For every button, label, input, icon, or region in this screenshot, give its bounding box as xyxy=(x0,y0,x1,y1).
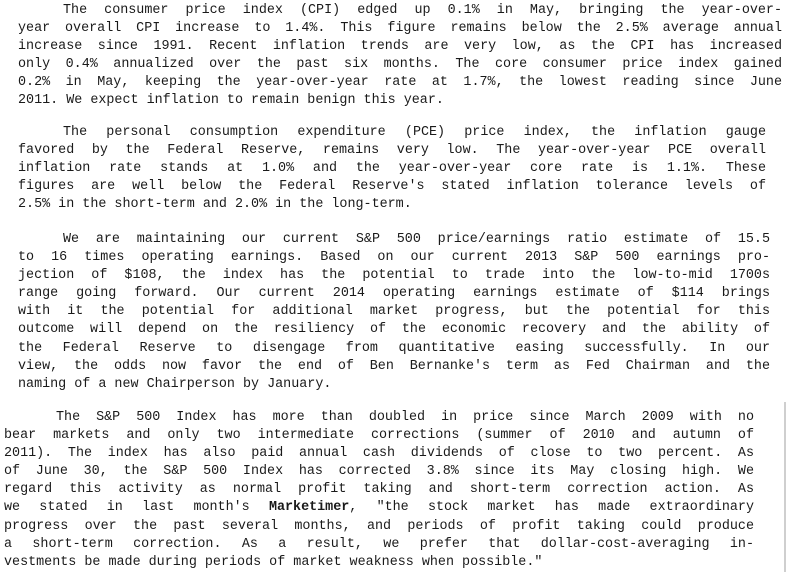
text-line: bear markets and only two intermediate corrections (summer of 2010 and autumn of xyxy=(4,428,754,444)
paragraph-pce xyxy=(18,124,766,214)
text-line: We are maintaining our current S&P 500 price/earnings ratio estimate of 15.5 xyxy=(63,232,770,247)
text-line: a short-term correction. As a result, we prefer that dollar-cost-averaging in- xyxy=(4,536,754,552)
text-line: progress over the past several months, and periods of profit taking could produce xyxy=(4,518,754,534)
text-line: only 0.4% annualized over the past six months. The core consumer price index gained xyxy=(18,57,782,73)
text-line: favored by the Federal Reserve, remains very low. The year-over-year PCE overall xyxy=(18,143,766,159)
text-line: vestments be made during periods of market weakness when possible." xyxy=(4,554,543,570)
text-line: The S&P 500 Index has more than doubled in price since March 2009 with no xyxy=(56,410,754,425)
text-line: the Federal Reserve to disengage from quantitative easing successfully. In our xyxy=(18,340,770,356)
text-line: inflation rate stands at 1.0% and the year-over-year core rate is 1.1%. These xyxy=(18,161,766,177)
text-segment: , "the stock market has made extraordinary xyxy=(349,500,754,516)
text-line: 2.5% in the short-term and 2.0% in the long-term. xyxy=(18,197,412,213)
text-line: outcome will depend on the resiliency of the economic recovery and the ability of xyxy=(18,322,770,338)
text-line: The personal consumption expenditure (PCE) price index, the inflation gauge xyxy=(63,125,766,140)
paragraph-sp500-index xyxy=(4,409,754,572)
text-line: view, the odds now favor the end of Ben Bernanke's term as Fed Chairman and the xyxy=(18,358,770,374)
text-line: 0.2% in May, keeping the year-over-year rate at 1.7%, the lowest reading since June xyxy=(18,75,782,91)
text-line: The consumer price index (CPI) edged up 0.1% in May, bringing the year-over- xyxy=(63,3,782,18)
text-line: regard this activity as normal profit taking and short-term correction action. As xyxy=(4,482,754,498)
paragraph-cpi xyxy=(18,2,782,111)
paragraph-sp500-estimate xyxy=(18,231,770,394)
text-line: figures are well below the Federal Reserve's stated inflation tolerance levels of xyxy=(18,179,766,195)
text-line: increase since 1991. Recent inflation trends are very low, as the CPI has increased xyxy=(18,39,782,55)
text-line: year overall CPI increase to 1.4%. This figure remains below the 2.5% average annual xyxy=(18,21,782,37)
publication-name: Marketimer xyxy=(268,500,350,516)
text-line: range going forward. Our current 2014 operating earnings estimate of $114 brings xyxy=(18,286,770,302)
text-line: 2011. We expect inflation to remain benign this year. xyxy=(18,93,444,109)
text-line: to 16 times operating earnings. Based on our current 2013 S&P 500 earnings pro- xyxy=(18,250,770,266)
text-segment: we stated in last month's xyxy=(4,500,269,516)
text-line-with-publication xyxy=(4,499,754,517)
text-line: jection of $108, the index has the potential to trade into the low-to-mid 1700s xyxy=(18,268,770,284)
text-line: of June 30, the S&P 500 Index has corrected 3.8% since its May closing high. We xyxy=(4,464,754,480)
text-line: naming of a new Chairperson by January. xyxy=(18,376,332,392)
text-line: with it the potential for additional market progress, but the potential for this xyxy=(18,304,770,320)
scrollbar-edge[interactable] xyxy=(784,402,786,572)
text-line: 2011). The index has also paid annual cash dividends of close to two percent. As xyxy=(4,446,754,462)
